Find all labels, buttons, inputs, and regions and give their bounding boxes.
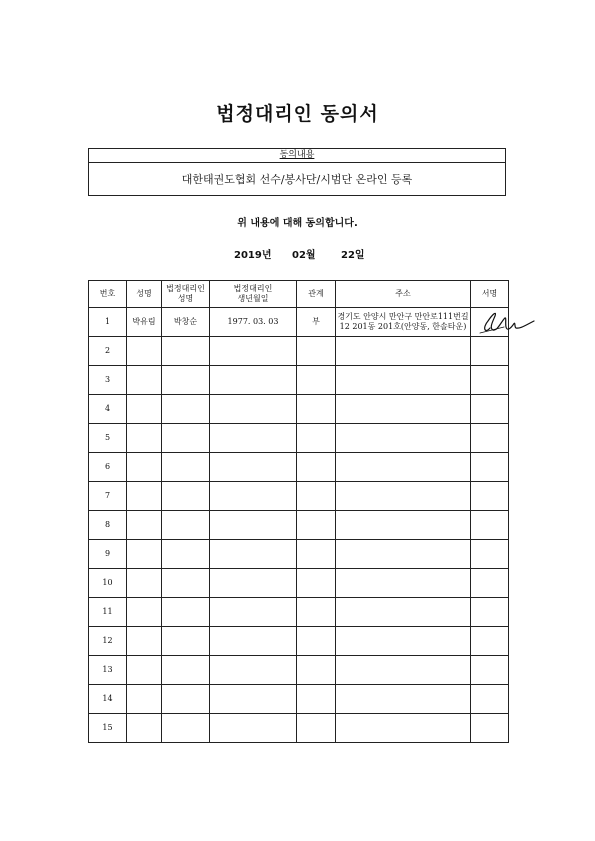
- cell-address: [336, 540, 471, 569]
- cell-address: [336, 627, 471, 656]
- cell-relation: [297, 482, 336, 511]
- cell-relation: [297, 598, 336, 627]
- cell-name: [127, 337, 162, 366]
- header-rep-birth-line2: 생년월일: [237, 294, 269, 303]
- cell-rep-name: [162, 482, 210, 511]
- cell-relation: [297, 627, 336, 656]
- cell-name: [127, 627, 162, 656]
- cell-signature: [471, 395, 509, 424]
- cell-name: [127, 395, 162, 424]
- cell-name: [127, 569, 162, 598]
- cell-name: [127, 656, 162, 685]
- cell-relation: [297, 511, 336, 540]
- cell-signature: [471, 656, 509, 685]
- cell-signature: [471, 627, 509, 656]
- table-row: [89, 540, 509, 569]
- table-row: [89, 598, 509, 627]
- cell-no: 14: [89, 685, 127, 714]
- cell-name: [127, 482, 162, 511]
- cell-relation: [297, 337, 336, 366]
- cell-relation: [297, 656, 336, 685]
- cell-rep-name: 박창순: [162, 308, 210, 337]
- cell-name: [127, 685, 162, 714]
- cell-rep-name: [162, 685, 210, 714]
- cell-address: [336, 395, 471, 424]
- cell-address: [336, 569, 471, 598]
- table-row: [89, 627, 509, 656]
- cell-address: [336, 308, 471, 337]
- table-row: [89, 395, 509, 424]
- header-rep-name-line2: 성명: [177, 294, 194, 303]
- cell-signature: [471, 598, 509, 627]
- cell-rep-name: [162, 511, 210, 540]
- cell-no: 6: [89, 453, 127, 482]
- cell-address: [336, 453, 471, 482]
- header-signature: 서명: [471, 281, 509, 308]
- cell-address: [336, 685, 471, 714]
- header-relation: 관계: [297, 281, 336, 308]
- table-row: [89, 308, 509, 337]
- cell-rep-birth: [210, 366, 297, 395]
- cell-signature: [471, 714, 509, 743]
- consent-box: [88, 148, 506, 196]
- date-month: 02월: [292, 250, 316, 261]
- cell-rep-name: [162, 540, 210, 569]
- cell-name: [127, 424, 162, 453]
- cell-name: [127, 366, 162, 395]
- cell-relation: [297, 569, 336, 598]
- handwritten-signature: [476, 306, 536, 336]
- cell-no: 3: [89, 366, 127, 395]
- header-rep-name: [162, 281, 210, 308]
- table-row: [89, 453, 509, 482]
- cell-no: 2: [89, 337, 127, 366]
- cell-no: 7: [89, 482, 127, 511]
- cell-rep-name: [162, 424, 210, 453]
- address-line-2: 12 201동 201호(안양동, 한솔타운): [339, 322, 467, 331]
- table-row: [89, 424, 509, 453]
- guardian-table: [88, 280, 509, 743]
- cell-rep-birth: [210, 569, 297, 598]
- cell-name: [127, 714, 162, 743]
- cell-rep-name: [162, 395, 210, 424]
- cell-rep-name: [162, 569, 210, 598]
- cell-name: [127, 598, 162, 627]
- cell-rep-birth: [210, 453, 297, 482]
- cell-no: 13: [89, 656, 127, 685]
- consent-content: 대한태권도협회 선수/봉사단/시범단 온라인 등록: [181, 173, 413, 186]
- cell-signature: [471, 569, 509, 598]
- cell-rep-birth: [210, 540, 297, 569]
- cell-rep-birth: [210, 656, 297, 685]
- cell-no: 12: [89, 627, 127, 656]
- cell-signature: [471, 511, 509, 540]
- cell-rep-birth: 1977. 03. 03: [210, 308, 297, 337]
- cell-relation: [297, 540, 336, 569]
- table-header-row: [89, 281, 509, 308]
- cell-signature: [471, 540, 509, 569]
- cell-rep-birth: [210, 685, 297, 714]
- table-row: [89, 714, 509, 743]
- cell-rep-birth: [210, 598, 297, 627]
- cell-relation: [297, 685, 336, 714]
- table-row: [89, 569, 509, 598]
- cell-signature: [471, 482, 509, 511]
- cell-relation: [297, 395, 336, 424]
- cell-rep-birth: [210, 424, 297, 453]
- cell-signature: [471, 337, 509, 366]
- cell-rep-name: [162, 598, 210, 627]
- table-row: [89, 511, 509, 540]
- cell-address: [336, 337, 471, 366]
- cell-rep-birth: [210, 714, 297, 743]
- table-row: [89, 656, 509, 685]
- cell-address: [336, 511, 471, 540]
- cell-address: [336, 366, 471, 395]
- cell-rep-birth: [210, 482, 297, 511]
- cell-address: [336, 482, 471, 511]
- address-line-1: 경기도 안양시 만안구 만안로111번길: [337, 312, 469, 321]
- cell-relation: [297, 366, 336, 395]
- header-rep-name-line1: 법정대리인: [166, 284, 205, 293]
- cell-relation: 부: [297, 308, 336, 337]
- cell-rep-name: [162, 656, 210, 685]
- cell-no: 5: [89, 424, 127, 453]
- table-row: [89, 337, 509, 366]
- document-title: 법정대리인 동의서: [216, 103, 379, 125]
- cell-signature: [471, 424, 509, 453]
- cell-rep-birth: [210, 627, 297, 656]
- cell-rep-name: [162, 453, 210, 482]
- cell-no: 8: [89, 511, 127, 540]
- cell-signature: [471, 453, 509, 482]
- consent-header: 동의내용: [89, 149, 505, 163]
- cell-rep-name: [162, 627, 210, 656]
- header-rep-birth: [210, 281, 297, 308]
- cell-no: 1: [89, 308, 127, 337]
- cell-name: [127, 511, 162, 540]
- cell-rep-name: [162, 366, 210, 395]
- table-row: [89, 685, 509, 714]
- table-row: [89, 366, 509, 395]
- table-row: [89, 482, 509, 511]
- date-day: 22일: [341, 250, 365, 261]
- cell-relation: [297, 453, 336, 482]
- cell-rep-birth: [210, 511, 297, 540]
- date-year: 2019년: [234, 250, 272, 261]
- cell-rep-birth: [210, 395, 297, 424]
- cell-signature: [471, 366, 509, 395]
- cell-address: [336, 656, 471, 685]
- cell-address: [336, 424, 471, 453]
- cell-name: [127, 540, 162, 569]
- header-no: 번호: [89, 281, 127, 308]
- cell-no: 9: [89, 540, 127, 569]
- cell-name: 박유림: [127, 308, 162, 337]
- cell-relation: [297, 714, 336, 743]
- cell-relation: [297, 424, 336, 453]
- cell-address: [336, 714, 471, 743]
- cell-no: 10: [89, 569, 127, 598]
- cell-no: 4: [89, 395, 127, 424]
- header-name: 성명: [127, 281, 162, 308]
- agreement-statement: 위 내용에 대해 동의합니다.: [237, 218, 358, 229]
- cell-name: [127, 453, 162, 482]
- cell-signature: [471, 685, 509, 714]
- cell-rep-name: [162, 714, 210, 743]
- cell-rep-birth: [210, 337, 297, 366]
- cell-address: [336, 598, 471, 627]
- header-rep-birth-line1: 법정대리인: [233, 284, 273, 293]
- cell-no: 11: [89, 598, 127, 627]
- cell-rep-name: [162, 337, 210, 366]
- header-address: 주소: [336, 281, 471, 308]
- cell-no: 15: [89, 714, 127, 743]
